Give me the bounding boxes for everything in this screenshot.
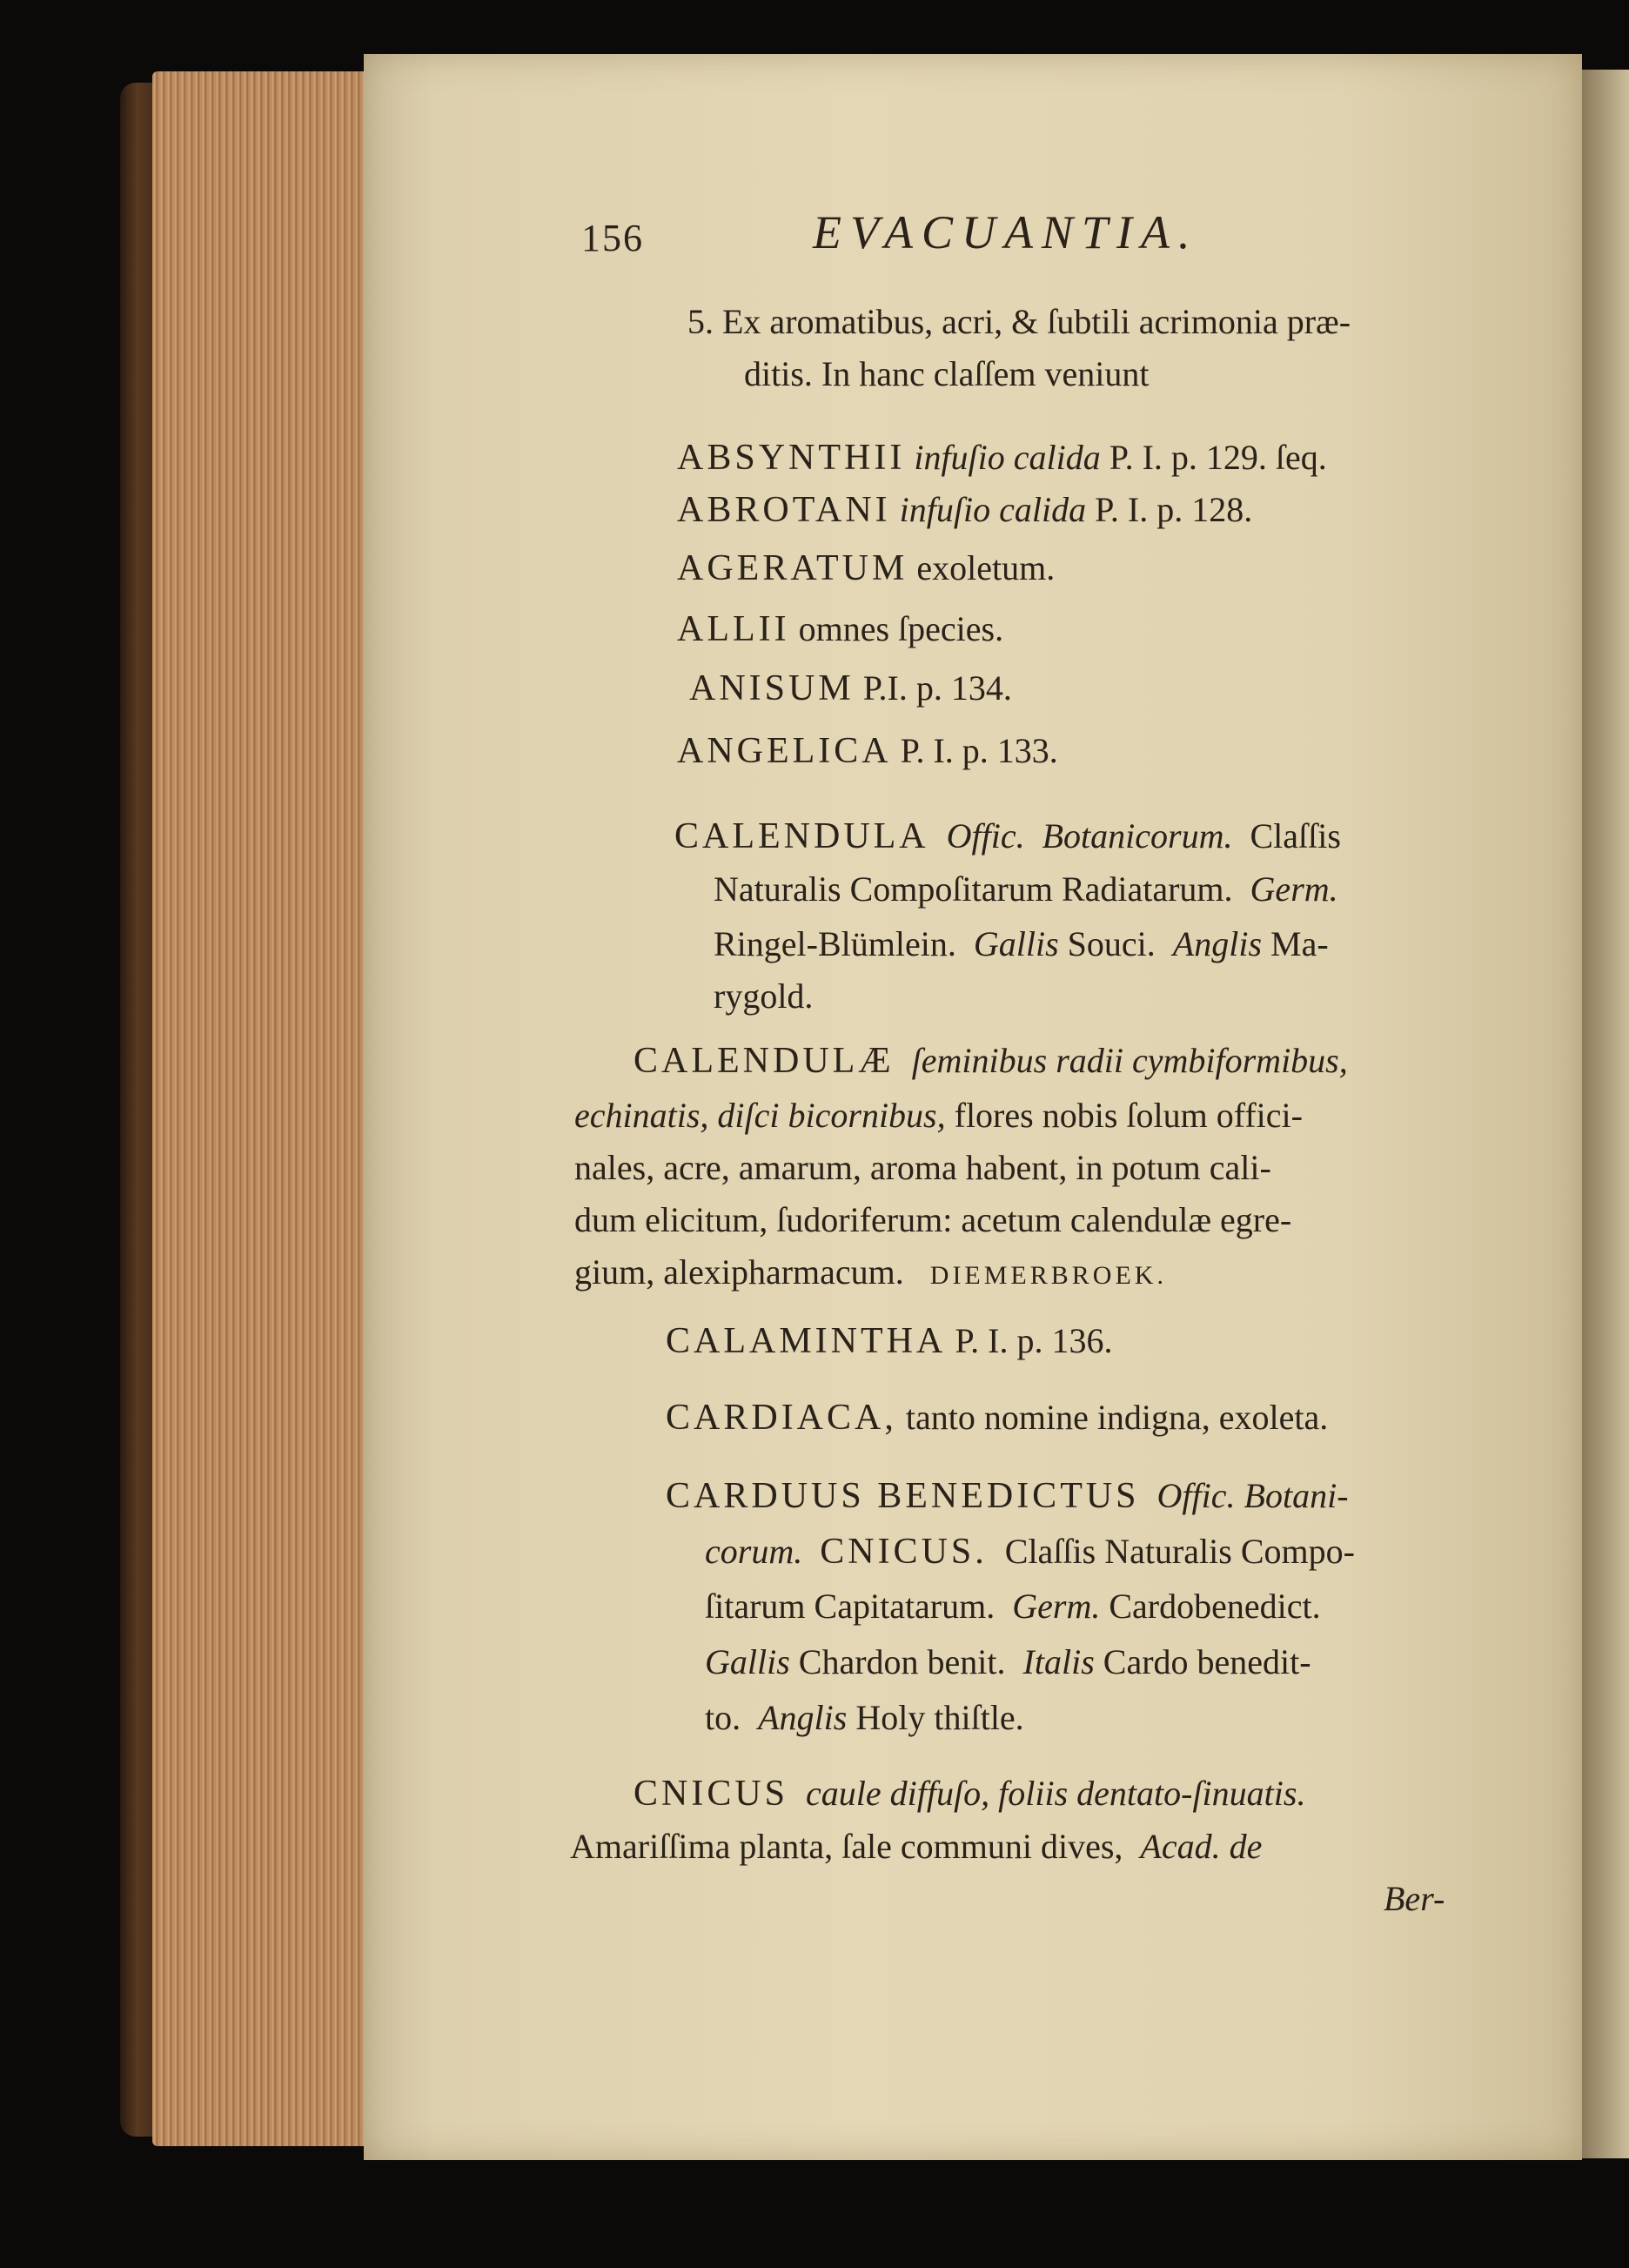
calendula-line-2: Naturalis Compoſitarum Radiatarum. Germ. [714,869,1338,909]
carduus-line-1: CARDUUS BENEDICTUS Offic. Botani- [666,1476,1349,1516]
page-edges [152,71,365,2146]
calendulae-line-2: echinatis, diſci bicornibus, flores nobis ſolum offici- [574,1096,1303,1135]
carduus-line-2: corum. CNICUS. Claſſis Naturalis Compo- [705,1532,1355,1572]
cnicus-line-1: CNICUS caule diffuſo, foliis dentato-ſinuatis. [634,1774,1306,1814]
calendulae-line-5: gium, alexipharmacum. DIEMERBROEK. [574,1252,1167,1292]
entry-calamintha: CALAMINTHA P. I. p. 136. [666,1321,1113,1361]
carduus-line-3: ſitarum Capitatarum. Germ. Cardobenedict. [705,1587,1321,1626]
calendula-line-3: Ringel-Blümlein. Gallis Souci. Anglis Ma- [714,924,1329,963]
cnicus-line-2: Amariſſima planta, ſale communi dives, Acad. de [570,1827,1263,1866]
calendulae-line-1: CALENDULÆ ſeminibus radii cymbiformibus, [634,1041,1348,1081]
intro-line-1: 5. Ex aromatibus, acri, & ſubtili acrimonia præ- [687,302,1351,341]
facing-page-edge [1582,70,1629,2158]
entry-abrotani: ABROTANI infuſio calida P. I. p. 128. [677,490,1253,530]
entry-ageratum: AGERATUM exoletum. [677,548,1056,588]
catchword: Ber- [1384,1879,1445,1918]
intro-line-2: ditis. In hanc claſſem veniunt [744,354,1150,393]
carduus-line-4: Gallis Chardon benit. Italis Cardo benedit- [705,1642,1311,1681]
calendulae-line-4: dum elicitum, ſudoriferum: acetum calendulæ egre- [574,1200,1292,1239]
carduus-line-5: to. Anglis Holy thiſtle. [705,1698,1024,1737]
entry-anisum: ANISUM P.I. p. 134. [689,668,1012,708]
page-number: 156 [581,217,644,259]
entry-allii: ALLII omnes ſpecies. [677,609,1004,649]
entry-cardiaca: CARDIACA, tanto nomine indigna, exoleta. [666,1398,1329,1438]
entry-absynthii: ABSYNTHII infuſio calida P. I. p. 129. ſeq. [677,438,1327,478]
calendula-line-1: CALENDULA Offic. Botanicorum. Claſſis [674,816,1341,856]
entry-angelica: ANGELICA P. I. p. 133. [677,731,1058,771]
calendulae-line-3: nales, acre, amarum, aroma habent, in potum cali- [574,1148,1271,1187]
calendula-line-4: rygold. [714,976,814,1016]
running-head: EVACUANTIA. [813,206,1199,258]
